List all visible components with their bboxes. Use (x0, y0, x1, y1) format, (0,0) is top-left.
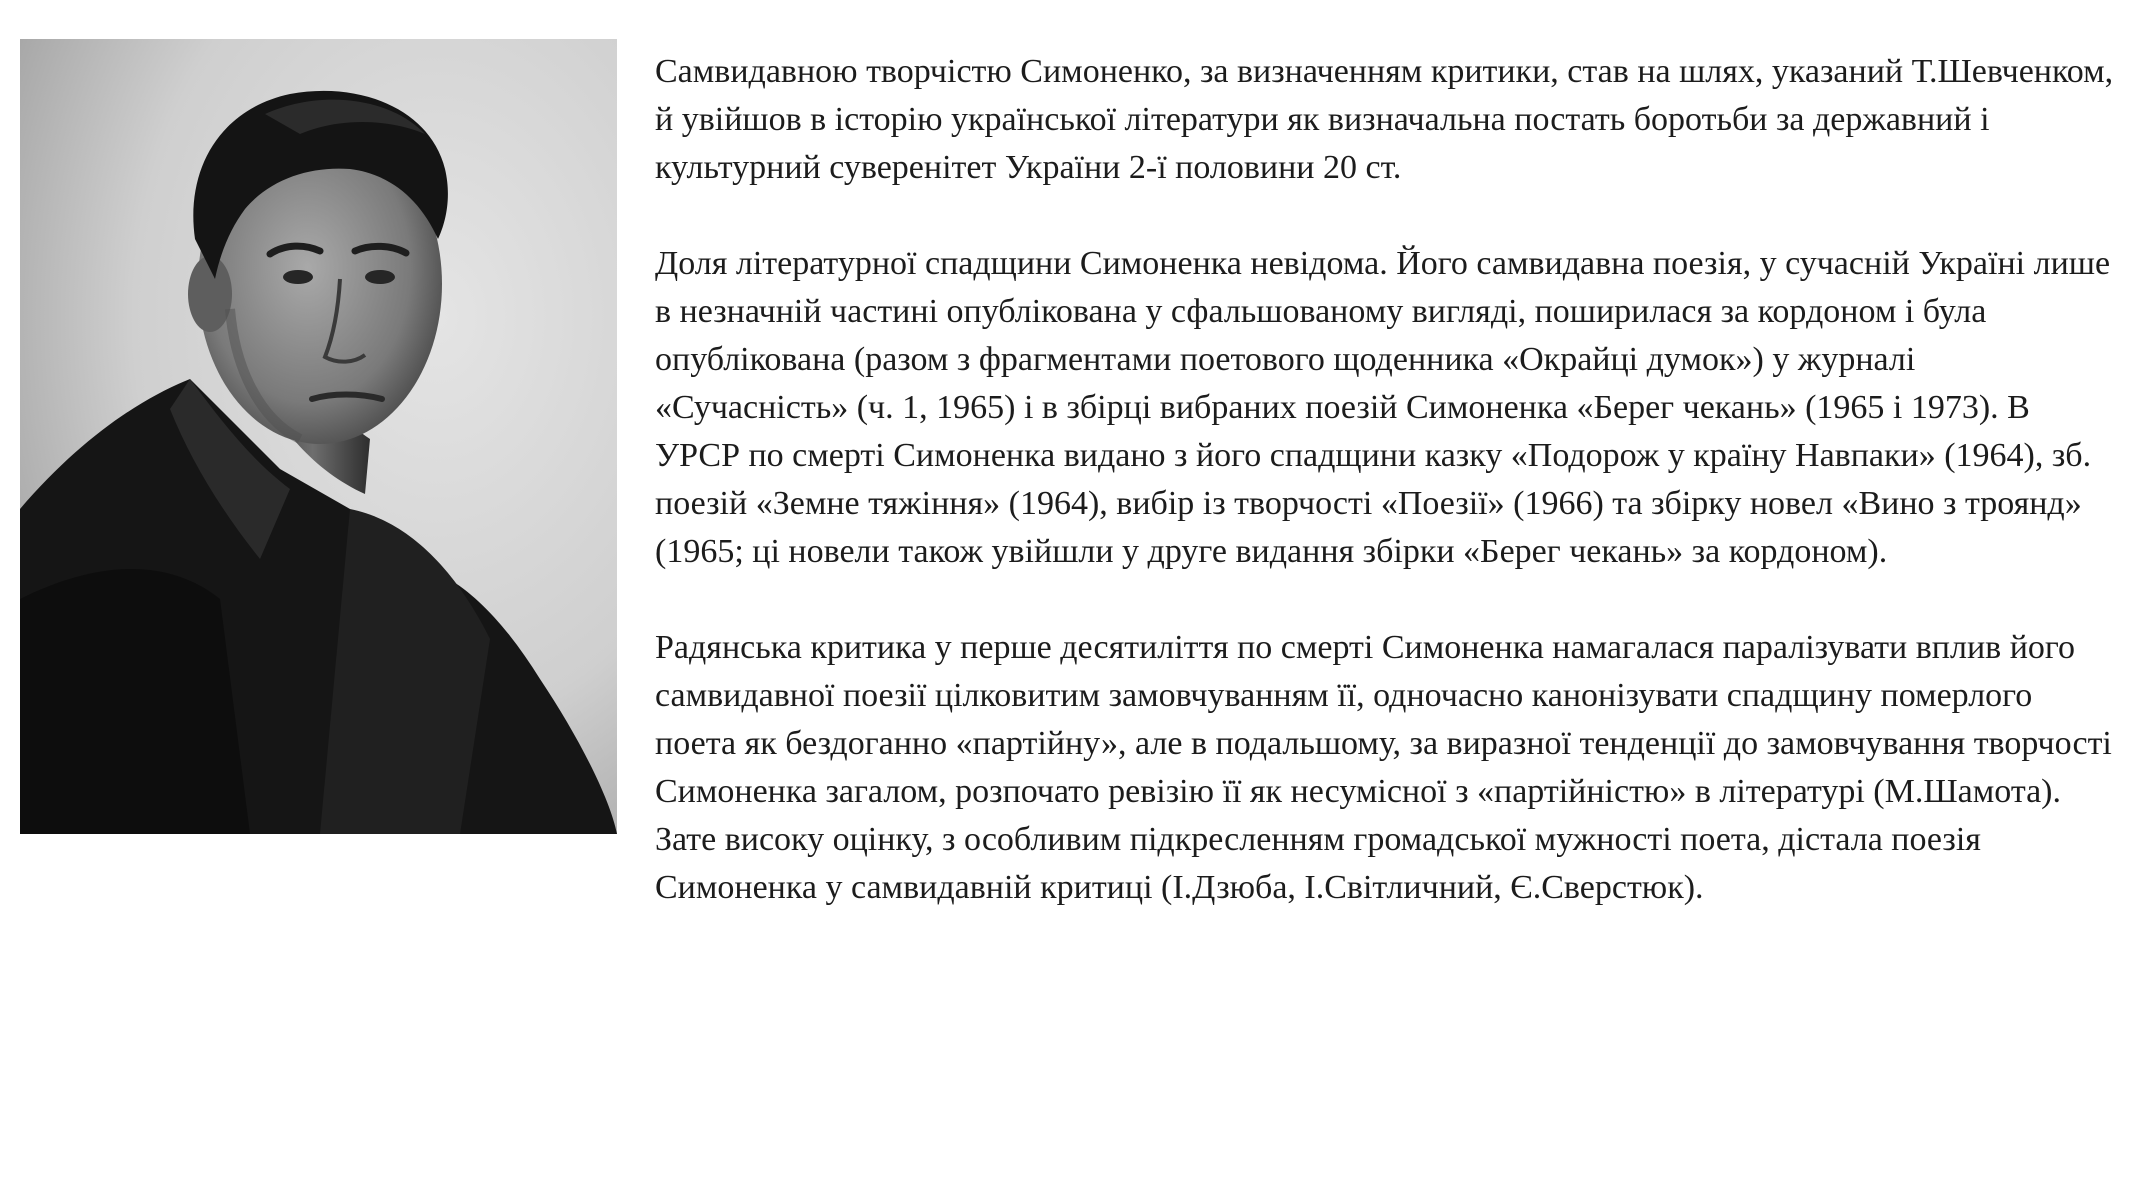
paragraph-3: Радянська критика у перше десятиліття по смерті Симоненка намагалася паралізувати вплив його самвидавної поезії цілковитим замовчуванням її, одночасно канонізувати спадщину померлого поета як бездоганно «партійну», але в подальшому, за виразної тенденції до замовчування творчості Симоненка загалом, розпочато ревізію її як несумісної з «партійністю» в літературі (М.Шамота). Зате високу оцінку, з особливим підкресленням громадської мужності поета, дістала поезія Симоненка у самвидавній критиці (І.Дзюба, І.Світличний, Є.Сверстюк). (655, 629, 2112, 906)
text-block (655, 48, 2115, 912)
paragraph-1: Самвидавною творчістю Симоненко, за визначенням критики, став на шлях, указаний Т.Шевченком, й увійшов в історію української літератури як визначальна постать боротьби за державний і культурний суверенітет України 2-ї половини 20 ст. (655, 53, 2114, 186)
portrait-image (20, 39, 617, 834)
portrait-photo (20, 39, 617, 834)
paragraph-2: Доля літературної спадщини Симоненка невідома. Його самвидавна поезія, у сучасній Україні лише в незначній частині опублікована у сфальшованому вигляді, поширилася за кордоном і була опублікована (разом з фрагментами поетового щоденника «Окрайці думок») у журналі «Сучасність» (ч. 1, 1965) і в збірці вибраних поезій Симоненка «Берег чекань» (1965 і 1973). В УРСР по смерті Симоненка видано з його спадщини казку «Подорож у країну Навпаки» (1964), зб. поезій «Земне тяжіння» (1964), вибір із творчості «Поезії» (1966) та збірку новел «Вино з троянд» (1965; ці новели також увійшли у друге видання збірки «Берег чекань» за кордоном). (655, 245, 2111, 570)
